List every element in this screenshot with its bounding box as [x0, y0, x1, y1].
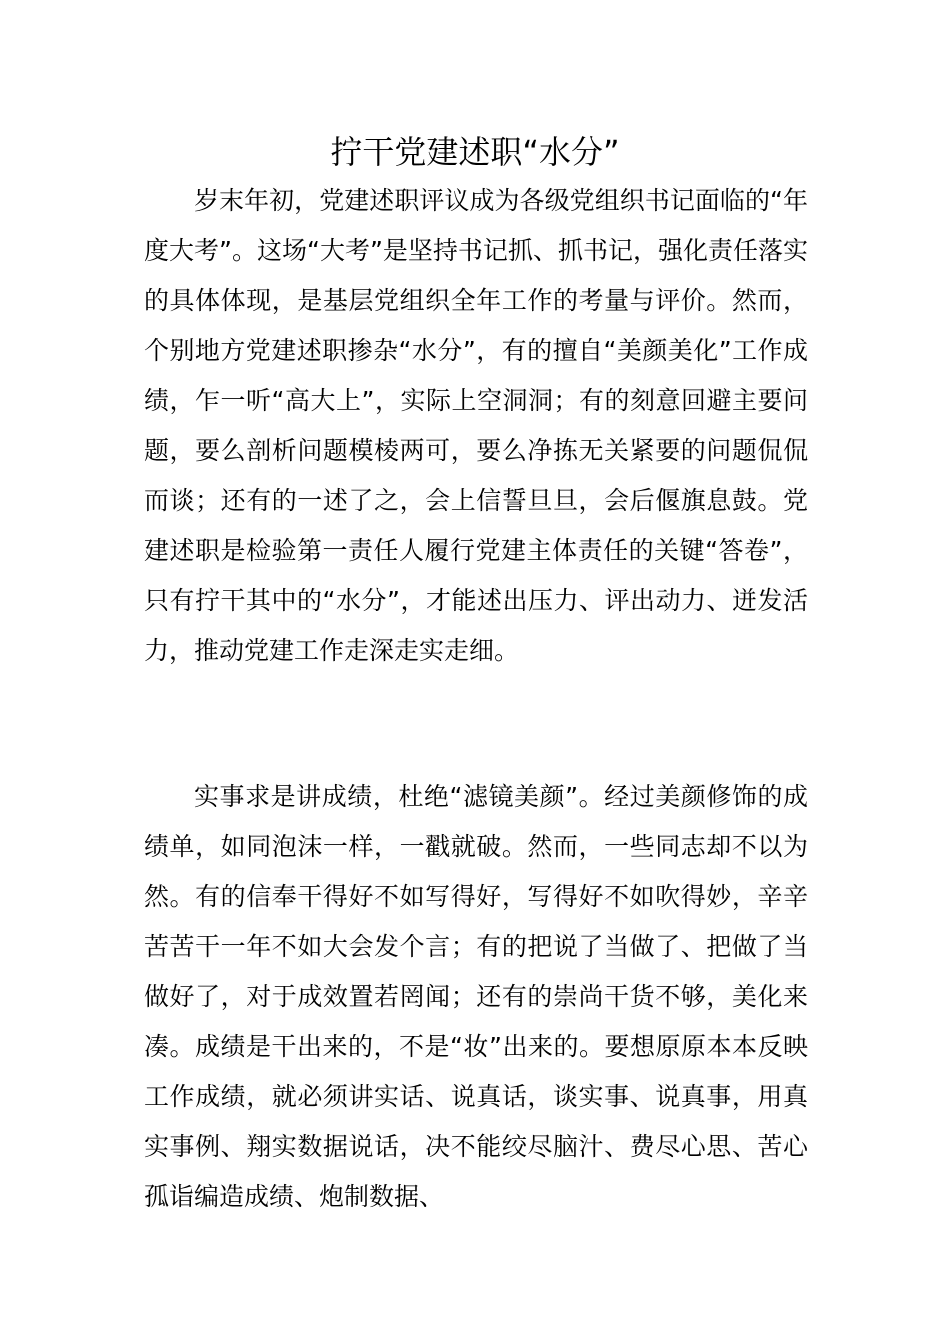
document-title: 拧干党建述职“水分” — [330, 133, 620, 171]
paragraph-1: 岁末年初，党建述职评议成为各级党组织书记面临的“年度大考”。这场“大考”是坚持书记抓、抓书记，强化责任落实的具体体现，是基层党组织全年工作的考量与评价。然而，个别地方党建述职掺杂“水分”，有的擅自“美颜美化”工作成绩，乍一听“高大上”，实际上空洞洞；有的刻意回避主要问题，要么剖析问题模棱两可，要么净拣无关紧要的问题侃侃而谈；还有的一述了之，会上信誓旦旦，会后偃旗息鼓。党建述职是检验第一责任人履行党建主体责任的关键“答卷”，只有拧干其中的“水分”，才能述出压力、评出动力、迸发活力，推动党建工作走深走实走细。 — [144, 186, 808, 665]
paragraph-2: 实事求是讲成绩，杜绝“滤镜美颜”。经过美颜修饰的成绩单，如同泡沫一样，一戳就破。然而，一些同志却不以为然。有的信奉干得好不如写得好，写得好不如吹得妙，辛辛苦苦干一年不如大会发个言；有的把说了当做了、把做了当做好了，对于成效置若罔闻；还有的崇尚干货不够，美化来凑。成绩是干出来的，不是“妆”出来的。要想原原本本反映工作成绩，就必须讲实话、说真话，谈实事、说真事，用真实事例、翔实数据说话，决不能绞尽脑汁、费尽心思、苦心孤诣编造成绩、炮制数据、 — [144, 782, 808, 1211]
